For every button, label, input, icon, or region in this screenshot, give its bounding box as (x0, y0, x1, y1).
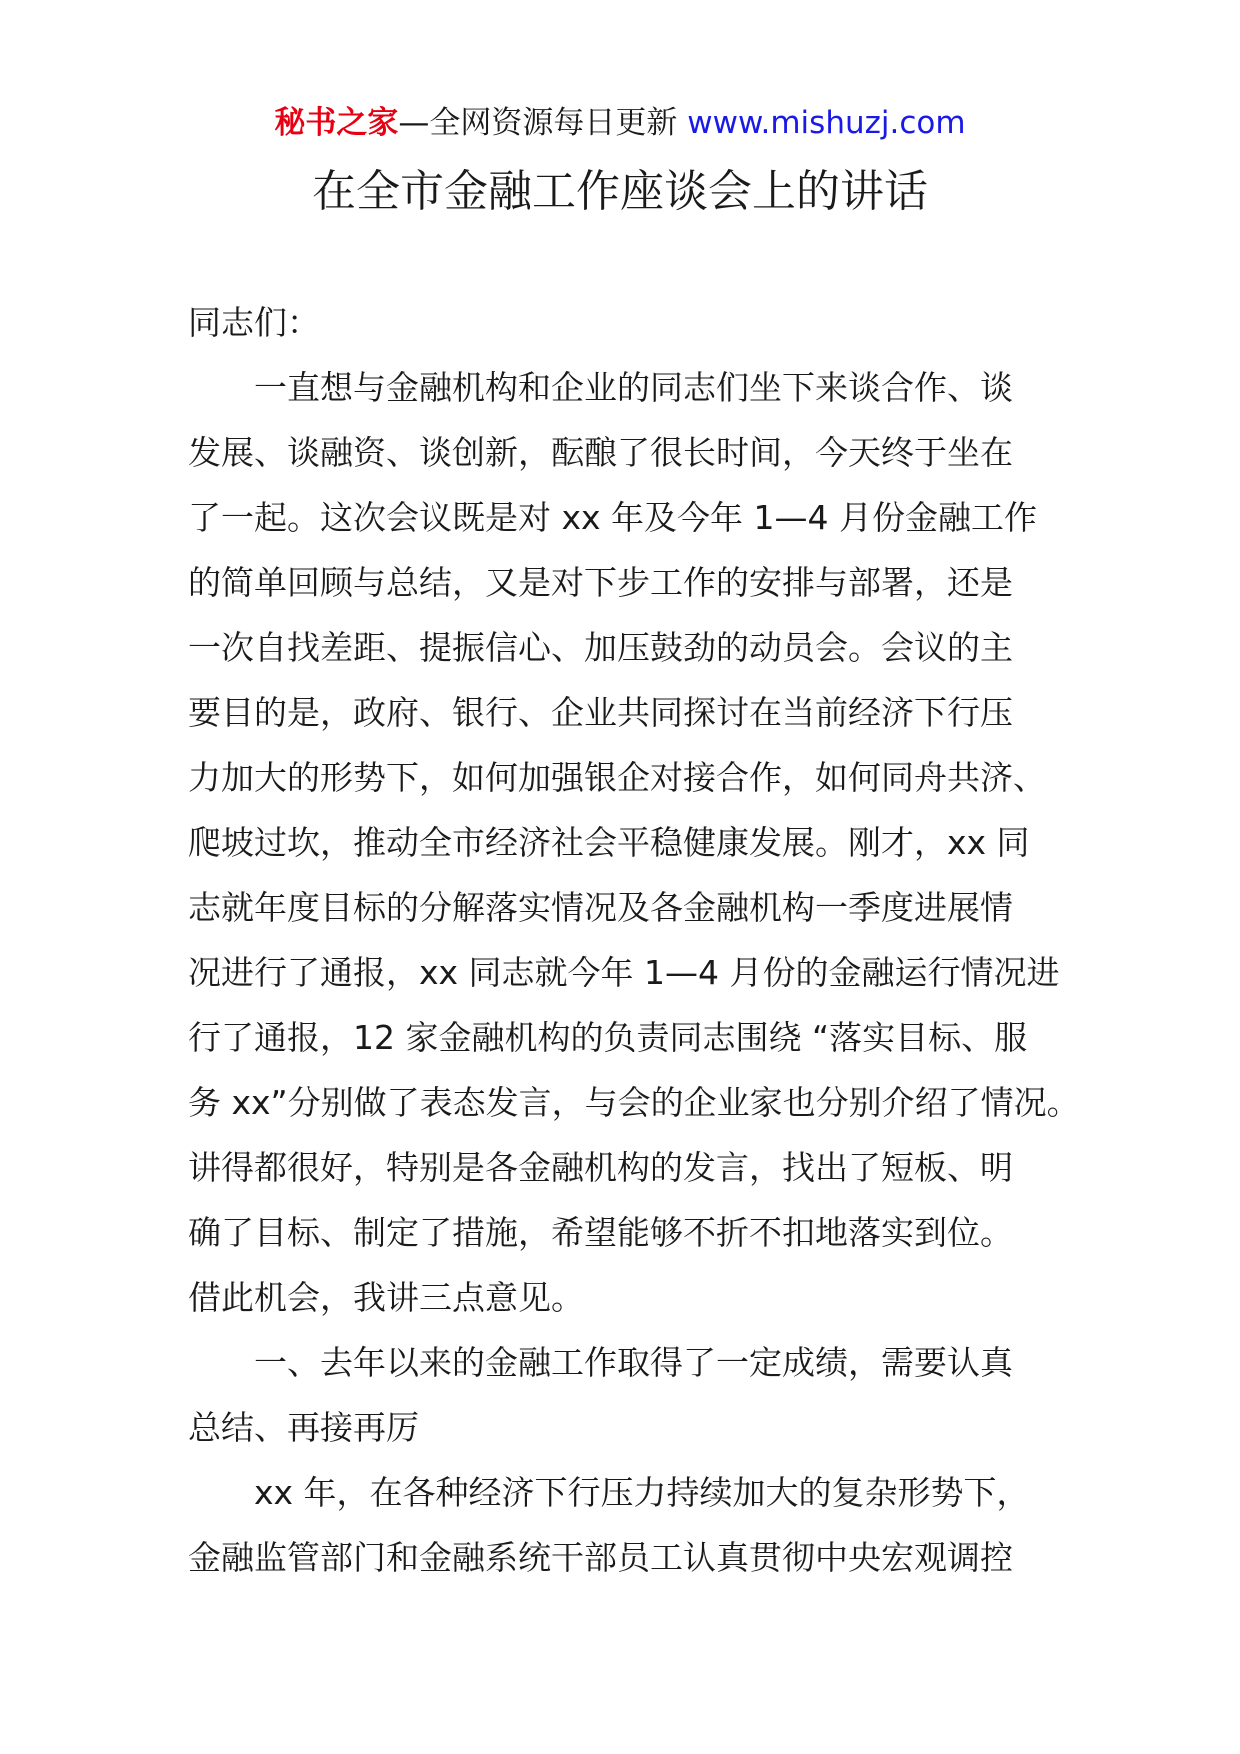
brand-name: 秘书之家 (274, 105, 399, 141)
paragraph-line: 的简单回顾与总结，又是对下步工作的安排与部署，还是 (188, 563, 1013, 602)
paragraph-line: 发展、谈融资、谈创新，酝酿了很长时间，今天终于坐在 (188, 433, 1013, 472)
paragraph-line: 志就年度目标的分解落实情况及各金融机构一季度进展情 (188, 888, 1013, 927)
paragraph-line: 讲得都很好，特别是各金融机构的发言，找出了短板、明 (188, 1148, 1013, 1187)
paragraph-line: 了一起。这次会议既是对 xx 年及今年 1—4 月份金融工作 (188, 498, 1038, 537)
section-heading-line: 总结、再接再厉 (188, 1408, 419, 1447)
paragraph-line: 要目的是，政府、银行、企业共同探讨在当前经济下行压 (188, 693, 1013, 732)
paragraph-line: 力加大的形势下，如何加强银企对接合作，如何同舟共济、 (188, 758, 1046, 797)
header-tagline: —全网资源每日更新 (398, 105, 678, 141)
paragraph-line: 确了目标、制定了措施，希望能够不折不扣地落实到位。 (188, 1213, 1013, 1252)
salutation: 同志们： (188, 303, 320, 342)
paragraph-line: 一直想与金融机构和企业的同志们坐下来谈合作、谈 (254, 368, 1013, 407)
paragraph-line: 一次自找差距、提振信心、加压鼓劲的动员会。会议的主 (188, 628, 1013, 667)
site-header (0, 100, 1240, 146)
section-heading-line: 一、去年以来的金融工作取得了一定成绩，需要认真 (254, 1343, 1013, 1382)
site-url[interactable]: www.mishuzj.com (687, 105, 966, 141)
document-title: 在全市金融工作座谈会上的讲话 (312, 166, 928, 217)
document-body (188, 290, 1088, 1590)
paragraph-line: 爬坡过坎，推动全市经济社会平稳健康发展。刚才，xx 同 (188, 823, 1030, 862)
paragraph-line: 金融监管部门和金融系统干部员工认真贯彻中央宏观调控 (188, 1538, 1013, 1577)
paragraph-line: xx 年，在各种经济下行压力持续加大的复杂形势下， (254, 1473, 1030, 1512)
paragraph-line: 行了通报，12 家金融机构的负责同志围绕 “落实目标、服 (188, 1018, 1028, 1057)
paragraph-line: 务 xx”分别做了表态发言，与会的企业家也分别介绍了情况。 (188, 1083, 1080, 1122)
paragraph-line: 借此机会，我讲三点意见。 (188, 1278, 584, 1317)
paragraph-line: 况进行了通报，xx 同志就今年 1—4 月份的金融运行情况进 (188, 953, 1060, 992)
